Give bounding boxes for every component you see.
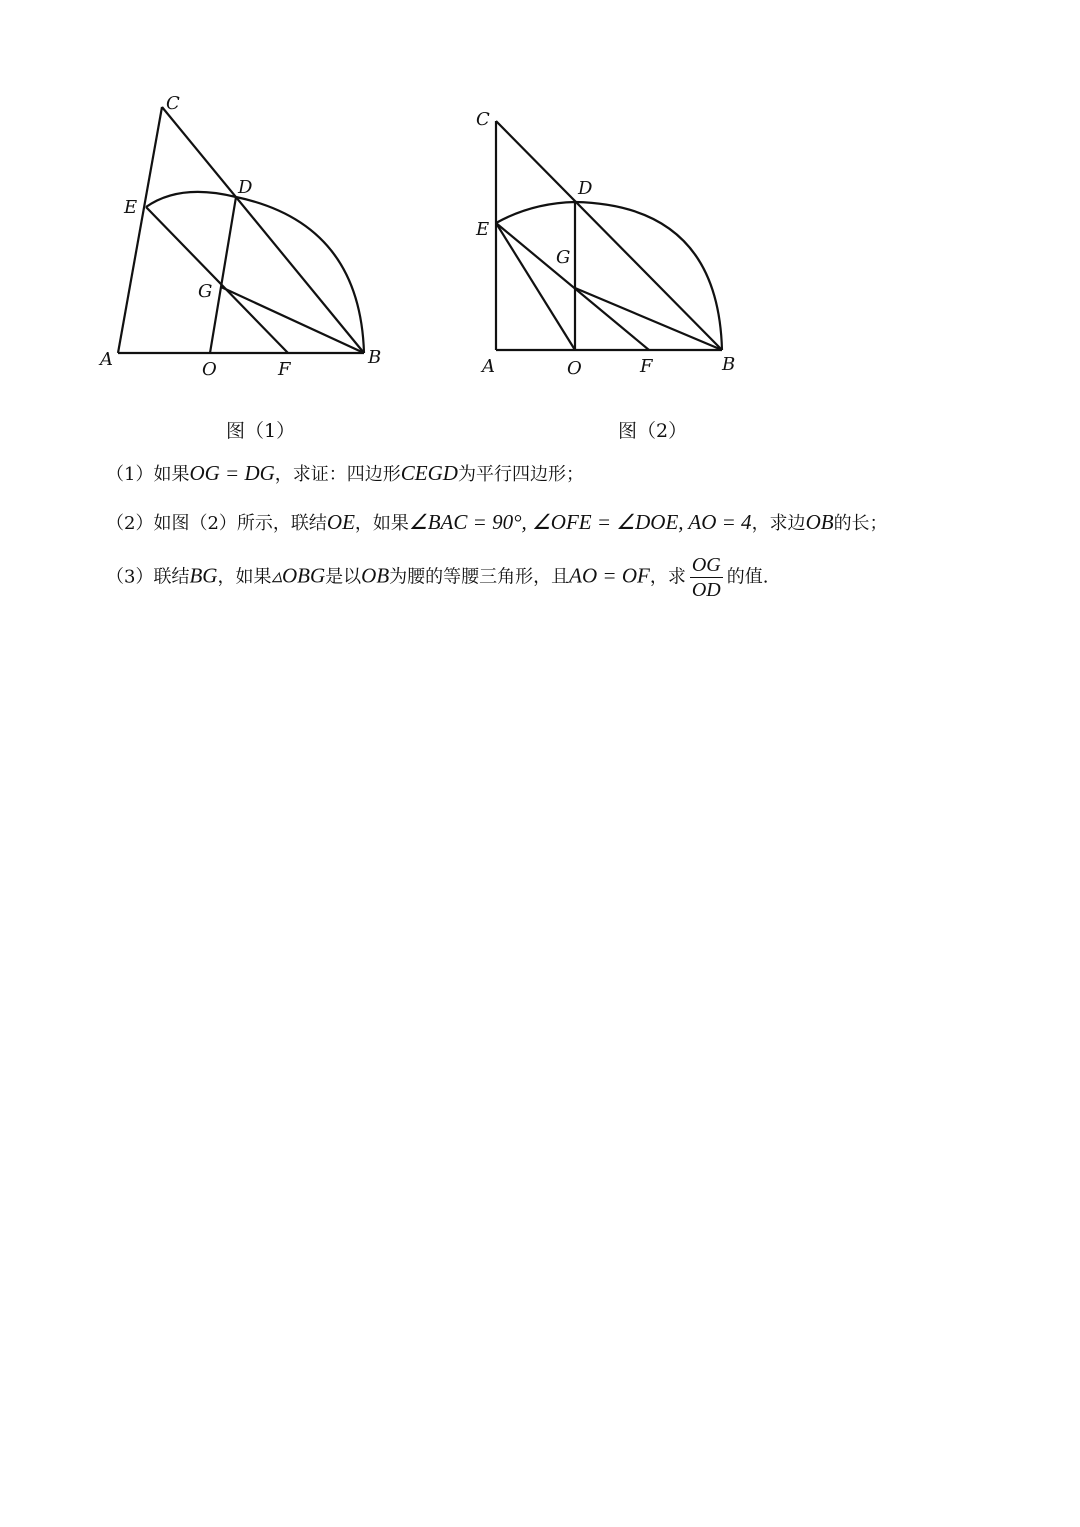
figure-2-diagram <box>470 95 770 385</box>
question-text: ，求边 <box>751 513 806 534</box>
question-text: 是以 <box>325 566 362 588</box>
question-text: 的长； <box>833 513 888 534</box>
segment-gb <box>575 288 722 350</box>
question-text: ，求 <box>649 566 686 588</box>
fraction <box>690 553 723 602</box>
segment-eo <box>496 223 575 350</box>
fraction-numerator: OG <box>691 554 721 576</box>
label-d: D <box>238 177 253 198</box>
question-text: ，如果 <box>217 566 272 588</box>
question-number: （2） <box>106 513 154 534</box>
math-expression: OB <box>361 563 390 588</box>
math-expression: ∠BAC = 90°, ∠OFE = ∠DOE, AO = 4 <box>408 510 752 534</box>
math-expression: BG <box>189 563 218 588</box>
label-f: F <box>278 359 291 380</box>
question-3 <box>106 553 768 602</box>
question-text: 如图（2）所示，联结 <box>153 513 327 534</box>
label-d: D <box>578 178 593 199</box>
question-number: （1） <box>106 464 154 485</box>
question-text: ，求证：四边形 <box>274 464 401 485</box>
math-expression: ▵OBG <box>271 563 326 588</box>
label-a: A <box>100 349 113 370</box>
figure-2 <box>470 95 770 389</box>
math-expression: OG = DG <box>189 461 275 485</box>
figure-2-caption: 图（2） <box>618 420 688 442</box>
math-expression: AO = OF <box>569 563 650 588</box>
label-c: C <box>476 109 490 130</box>
segment-ac <box>118 107 162 353</box>
question-1 <box>106 460 584 486</box>
label-e: E <box>124 197 138 218</box>
label-b: B <box>368 347 382 368</box>
segment-ef <box>146 207 288 353</box>
label-e: E <box>476 219 490 240</box>
label-c: C <box>166 93 180 114</box>
label-a: A <box>482 356 495 377</box>
label-o: O <box>202 359 217 380</box>
figure-1-diagram <box>90 85 410 385</box>
segment-do <box>210 197 236 353</box>
question-text: 为腰的等腰三角形，且 <box>389 566 570 588</box>
label-f: F <box>640 356 653 377</box>
figure-1-caption: 图（1） <box>226 420 296 442</box>
label-g: G <box>198 281 213 302</box>
math-expression: OE <box>326 510 355 534</box>
segment-cb <box>162 107 364 353</box>
math-expression: OB <box>805 510 834 534</box>
segment-gb <box>221 287 364 353</box>
question-text: 联结 <box>153 566 190 588</box>
question-number: （3） <box>106 566 154 588</box>
label-o: O <box>567 358 582 379</box>
question-2 <box>106 509 888 535</box>
label-b: B <box>722 354 736 375</box>
segment-ef <box>496 223 649 350</box>
question-text: 如果 <box>153 464 190 485</box>
arc-edb <box>146 192 364 353</box>
label-g: G <box>556 247 571 268</box>
math-expression: CEGD <box>400 461 458 485</box>
fraction-denominator: OD <box>691 579 721 601</box>
figure-1 <box>90 85 410 389</box>
question-text: 为平行四边形； <box>457 464 584 485</box>
question-text: ，如果 <box>354 513 409 534</box>
question-text: 的值. <box>726 566 769 588</box>
